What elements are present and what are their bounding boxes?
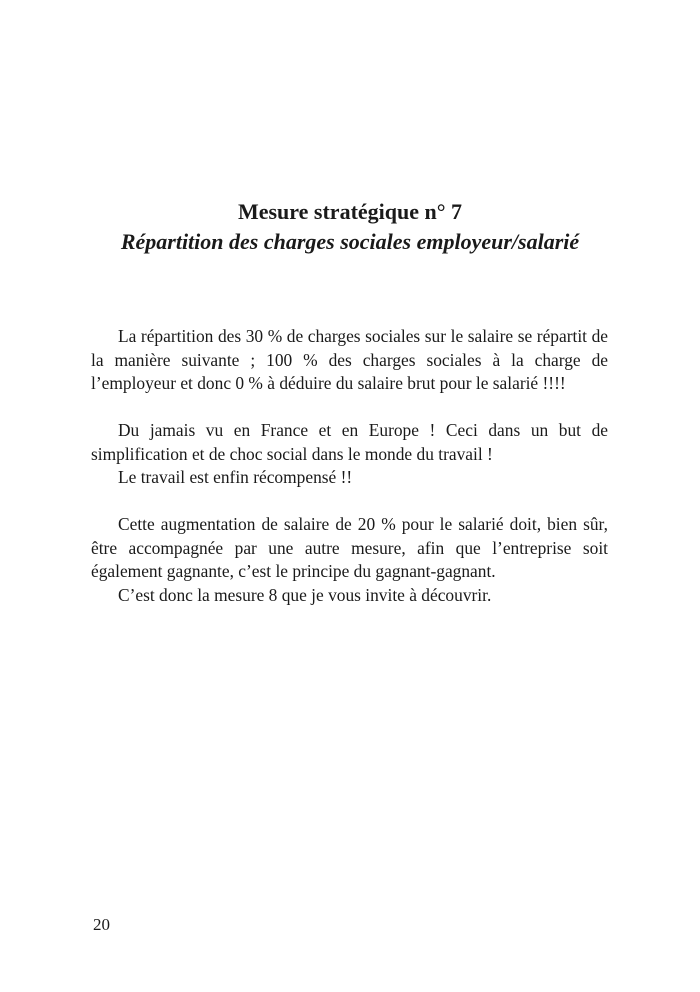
heading-block [0, 198, 700, 256]
paragraph: Le travail est enfin récompensé !! [118, 467, 353, 487]
page-title: Mesure stratégique n° 7 [237, 199, 463, 224]
paragraph: C’est donc la mesure 8 que je vous invite à découvrir. [118, 584, 492, 605]
page-subtitle: Répartition des charges sociales employeur/salarié [120, 229, 580, 254]
paragraph: La répartition des 30 % de charges sociales sur le salaire se répartit de la manière suivante ; 100 % des charges sociales à la charge de l’employeur et donc 0 % à déduire du salaire brut pour le salarié !!!! [91, 326, 608, 393]
paragraph: Cette augmentation de salaire de 20 % pour le salarié doit, bien sûr, être accompagnée par une autre mesure, afin que l’entreprise soit également gagnante, c’est le principe du gagnant-gagnant. [91, 514, 608, 581]
paragraph: Du jamais vu en France et en Europe ! Ceci dans un but de simplification et de choc social dans le monde du travail ! [91, 420, 608, 464]
page-number: 20 [93, 915, 110, 934]
body-text [91, 325, 608, 607]
